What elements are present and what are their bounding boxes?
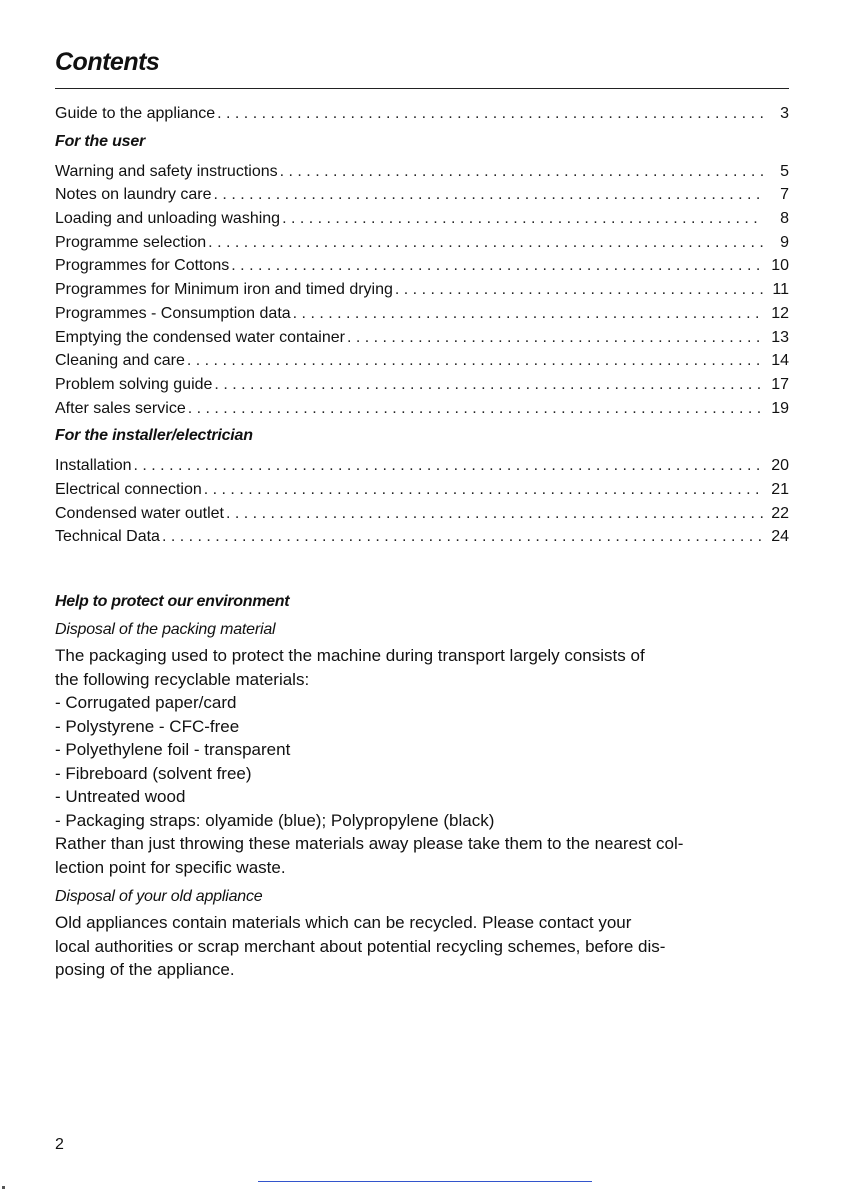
page-title: Contents [55,48,160,76]
toc-entry-label: Electrical connection [55,480,202,498]
toc-entry[interactable] [55,254,789,278]
toc-entry-label: Notes on laundry care [55,186,212,204]
appliance-text-line: Old appliances contain materials which can be recycled. Please contact your [55,913,632,932]
toc-section-user-heading: For the user [55,132,146,150]
toc-entry-label: Installation [55,457,132,475]
toc-leader-dots [347,326,763,350]
toc-entry[interactable] [55,478,789,502]
toc-entry-page: 11 [772,281,789,299]
table-of-contents [55,102,789,549]
toc-entry-page: 17 [771,375,789,393]
toc-leader-dots [280,160,763,184]
toc-entry[interactable] [55,397,789,421]
packing-material-item: - Packaging straps: olyamide (blue); Polypropylene (black) [55,810,495,830]
appliance-text-line: posing of the appliance. [55,960,235,979]
toc-entry-page: 10 [771,257,789,275]
packing-text-line: lection point for specific waste. [55,857,286,877]
toc-entry-label: Condensed water outlet [55,504,224,522]
packing-material-item: - Corrugated paper/card [55,693,237,712]
toc-entry[interactable] [55,502,789,526]
toc-entry-label: Programmes - Consumption data [55,304,291,322]
packing-text-line: The packaging used to protect the machine during transport largely consists of [55,646,645,665]
toc-entry[interactable] [55,349,789,373]
toc-entry-page: 19 [771,399,789,417]
toc-entry-page: 24 [771,528,789,546]
toc-leader-dots [134,454,764,478]
toc-leader-dots [204,478,763,502]
page-number: 2 [55,1136,64,1153]
toc-leader-dots [214,183,763,207]
toc-leader-dots [162,525,763,549]
toc-entry-page: 13 [771,328,789,346]
toc-leader-dots [187,349,763,373]
packing-disposal-subheading: Disposal of the packing material [55,621,276,638]
toc-entry-label: Loading and unloading washing [55,210,281,228]
toc-entry-page: 8 [780,210,789,228]
footer-link-underline[interactable] [258,1181,592,1182]
environment-heading: Help to protect our environment [55,593,290,610]
toc-entry-label: Programmes for Cottons [55,257,230,275]
toc-leader-dots [208,231,763,255]
environment-section [55,590,789,982]
toc-entry-label: After sales service [55,399,186,417]
toc-entry-page: 20 [771,457,789,475]
toc-entry[interactable] [55,160,789,184]
toc-entry-page: 12 [771,304,789,322]
toc-entry-page: 7 [780,186,789,204]
toc-entry-page: 5 [780,162,789,180]
toc-entry[interactable] [55,278,789,302]
toc-entry-page: 14 [771,352,789,370]
toc-entry-label: Technical Data [55,528,160,546]
toc-entry[interactable] [55,326,789,350]
toc-entry-page: 21 [771,480,789,498]
toc-entry[interactable] [55,454,789,478]
packing-material-item: - Polystyrene - CFC-free [55,716,240,736]
toc-entry[interactable] [55,183,789,207]
toc-section-installer-heading: For the installer/electrician [55,427,253,445]
toc-entry-page: 9 [780,233,789,251]
toc-entry-label: Emptying the condensed water container [55,328,345,346]
toc-entry[interactable] [55,525,789,549]
packing-material-item: - Fibreboard (solvent free) [55,763,252,783]
toc-entry[interactable] [55,231,789,255]
packing-text-line: Rather than just throwing these materials away please take them to the nearest col- [55,834,684,853]
packing-text-line: the following recyclable materials: [55,669,310,689]
toc-entry[interactable] [55,373,789,397]
toc-entry-label: Programmes for Minimum iron and timed drying [55,281,393,299]
toc-leader-dots [226,502,763,526]
toc-leader-dots [282,207,763,231]
toc-leader-dots [231,254,763,278]
toc-entry[interactable] [55,207,789,231]
corner-mark [2,1186,5,1189]
toc-entry-label: Warning and safety instructions [55,162,278,180]
toc-entry-page: 22 [771,504,789,522]
toc-leader-dots [188,397,763,421]
toc-entry-label: Programme selection [55,233,207,251]
packing-material-item: - Polyethylene foil - transparent [55,740,291,759]
appliance-text-line: local authorities or scrap merchant about potential recycling schemes, before dis- [55,936,666,956]
toc-leader-dots [293,302,763,326]
toc-entry-page: 3 [780,105,789,122]
appliance-disposal-subheading: Disposal of your old appliance [55,888,263,905]
toc-leader-dots [395,278,763,302]
packing-material-item: - Untreated wood [55,787,186,806]
toc-entry-label: Problem solving guide [55,375,213,393]
toc-entry[interactable] [55,302,789,326]
toc-leader-dots [214,373,763,397]
toc-entry-label: Cleaning and care [55,352,185,370]
toc-entry-label: Guide to the appliance [55,105,216,122]
toc-leader-dots [217,102,763,126]
toc-entry[interactable] [55,102,789,126]
title-divider [55,88,789,89]
